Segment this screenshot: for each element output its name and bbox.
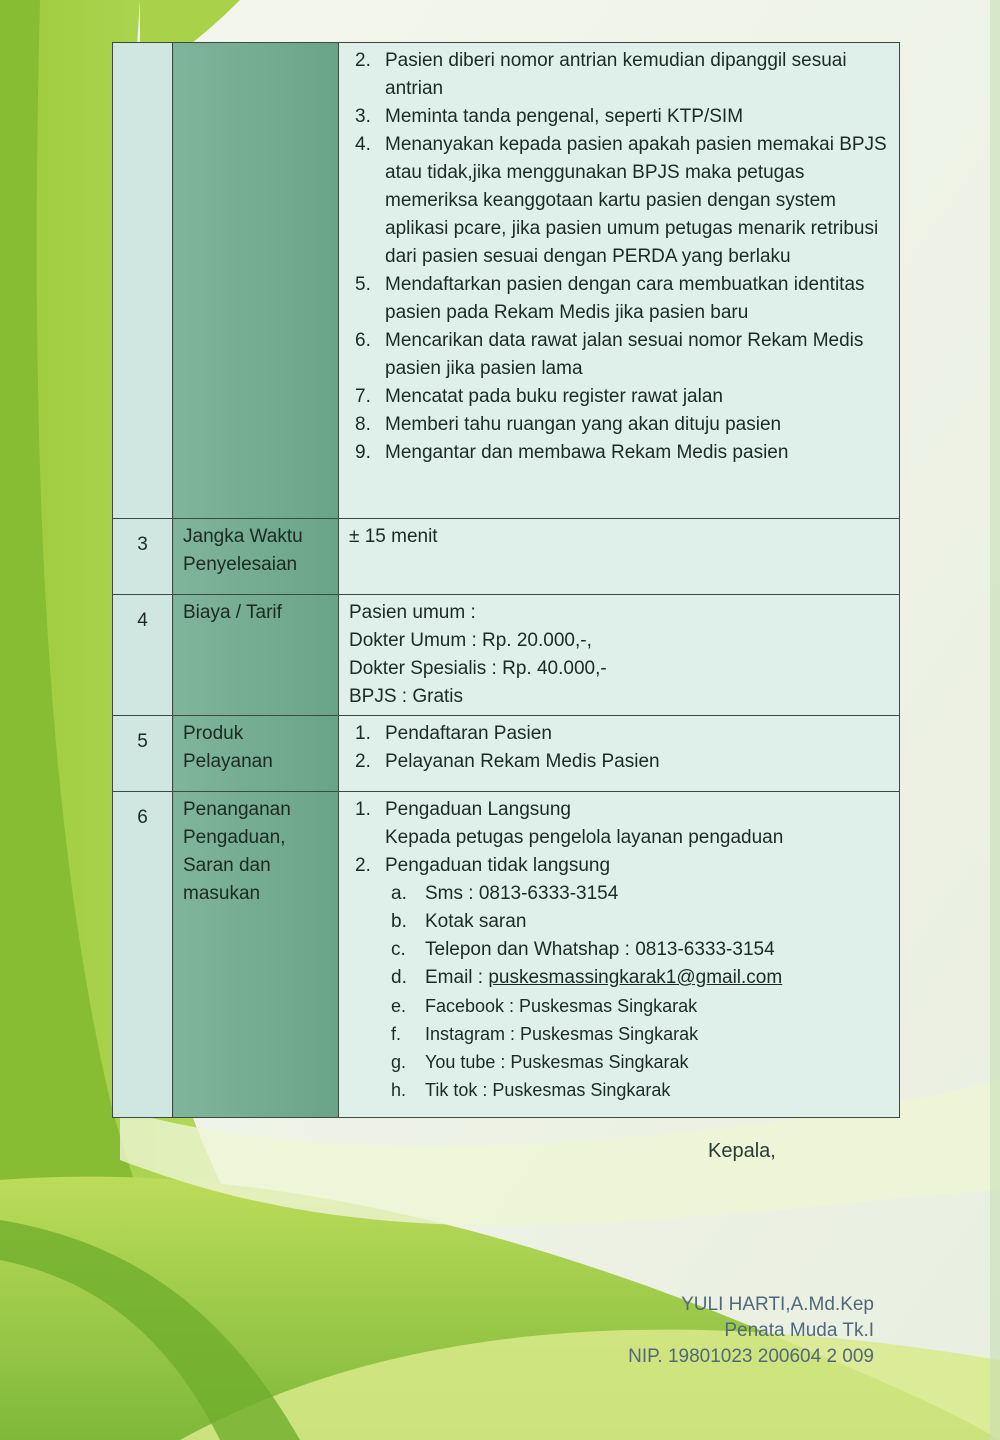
channel-item: c. Telepon dan Whatshap : 0813-6333-3154	[391, 939, 775, 960]
procedure-step: 7. Mencatat pada buku register rawat jalan	[355, 386, 723, 407]
channel-item: d. Email : puskesmassingkarak1@gmail.com	[391, 967, 783, 988]
time-row	[113, 519, 900, 595]
cost-line: Dokter Umum : Rp. 20.000,-,	[349, 630, 592, 651]
row-number: 4	[113, 595, 173, 716]
signer-rank: Penata Muda Tk.I	[724, 1320, 874, 1341]
indirect-complaint-title: Pengaduan tidak langsung	[385, 855, 611, 876]
direct-complaint-desc: Kepada petugas pengelola layanan pengaduan	[385, 827, 784, 848]
service-standard-table	[112, 42, 900, 1118]
product-list	[349, 720, 889, 776]
channel-item: b. Kotak saran	[391, 911, 527, 932]
procedure-steps-list	[349, 47, 889, 467]
list-item: 1. Pengaduan Langsung Kepada petugas pengelola layanan pengaduan	[349, 796, 889, 852]
list-item: 1. Pendaftaran Pasien	[355, 723, 552, 744]
product-label: Produk Pelayanan	[173, 716, 339, 792]
procedure-step: 5. Mendaftarkan pasien dengan cara membuatkan identitas pasien pada Rekam Medis jika pasien baru	[355, 274, 865, 323]
signature-block	[628, 1292, 874, 1370]
time-value: ± 15 menit	[339, 519, 900, 595]
cost-line: Pasien umum :	[349, 602, 476, 623]
list-item: 2. Pengaduan tidak langsung a. Sms : 0813-6333-3154 b. Kotak saran c. Telepon dan Whatshap : 0813-6333-3154 d. Email : puskesmassingkarak1@gmail.com e. Facebook : Puskesmas Singkarak f. Instagram : Puskesmas Singkarak g. You tube : Puskesmas Singkarak h. Tik tok : Puskesmas Singkarak	[349, 852, 889, 1104]
procedure-row	[113, 43, 900, 519]
procedure-step: 8. Memberi tahu ruangan yang akan dituju pasien	[355, 414, 782, 435]
row-number: 3	[113, 519, 173, 595]
procedure-label-cell	[173, 43, 339, 519]
procedure-steps-cell	[339, 43, 900, 519]
cost-label: Biaya / Tarif	[173, 595, 339, 716]
cost-line: BPJS : Gratis	[349, 686, 464, 707]
list-item: 2. Pelayanan Rekam Medis Pasien	[355, 751, 660, 772]
procedure-number-cell	[113, 43, 173, 519]
social-item: e. Facebook : Puskesmas Singkarak	[391, 996, 698, 1016]
complaint-list	[349, 796, 889, 1104]
cost-value-cell	[339, 595, 900, 716]
complaint-label: Penanganan Pengaduan, Saran dan masukan	[173, 792, 339, 1118]
social-media-list	[385, 992, 889, 1104]
cost-row	[113, 595, 900, 716]
social-item: f. Instagram : Puskesmas Singkarak	[391, 1024, 699, 1044]
time-label: Jangka Waktu Penyelesaian	[173, 519, 339, 595]
procedure-step: 3. Meminta tanda pengenal, seperti KTP/SIM	[355, 106, 744, 127]
social-item: h. Tik tok : Puskesmas Singkarak	[391, 1080, 671, 1100]
complaint-row	[113, 792, 900, 1118]
signer-nip: NIP. 19801023 200604 2 009	[628, 1346, 874, 1367]
signer-name: YULI HARTI,A.Md.Kep	[681, 1294, 874, 1315]
product-value-cell	[339, 716, 900, 792]
procedure-step: 9. Mengantar dan membawa Rekam Medis pasien	[355, 442, 789, 463]
channel-list	[385, 880, 889, 992]
signature-heading: Kepala,	[708, 1140, 776, 1162]
complaint-value-cell	[339, 792, 900, 1118]
product-row	[113, 716, 900, 792]
procedure-step: 4. Menanyakan kepada pasien apakah pasien memakai BPJS atau tidak,jika menggunakan BPJS maka petugas memeriksa keanggotaan kartu pasien dengan system aplikasi pcare, jika pasien umum petugas menarik retribusi dari pasien sesuai dengan PERDA yang berlaku	[355, 134, 887, 267]
email-link[interactable]: puskesmassingkarak1@gmail.com	[488, 967, 783, 988]
procedure-step: 6. Mencarikan data rawat jalan sesuai nomor Rekam Medis pasien jika pasien lama	[355, 330, 864, 379]
row-number: 6	[113, 792, 173, 1118]
cost-line: Dokter Spesialis : Rp. 40.000,-	[349, 658, 607, 679]
row-number: 5	[113, 716, 173, 792]
social-item: g. You tube : Puskesmas Singkarak	[391, 1052, 689, 1072]
direct-complaint-title: Pengaduan Langsung	[385, 799, 571, 820]
procedure-step: 2. Pasien diberi nomor antrian kemudian dipanggil sesuai antrian	[355, 50, 847, 99]
channel-item: a. Sms : 0813-6333-3154	[391, 883, 619, 904]
